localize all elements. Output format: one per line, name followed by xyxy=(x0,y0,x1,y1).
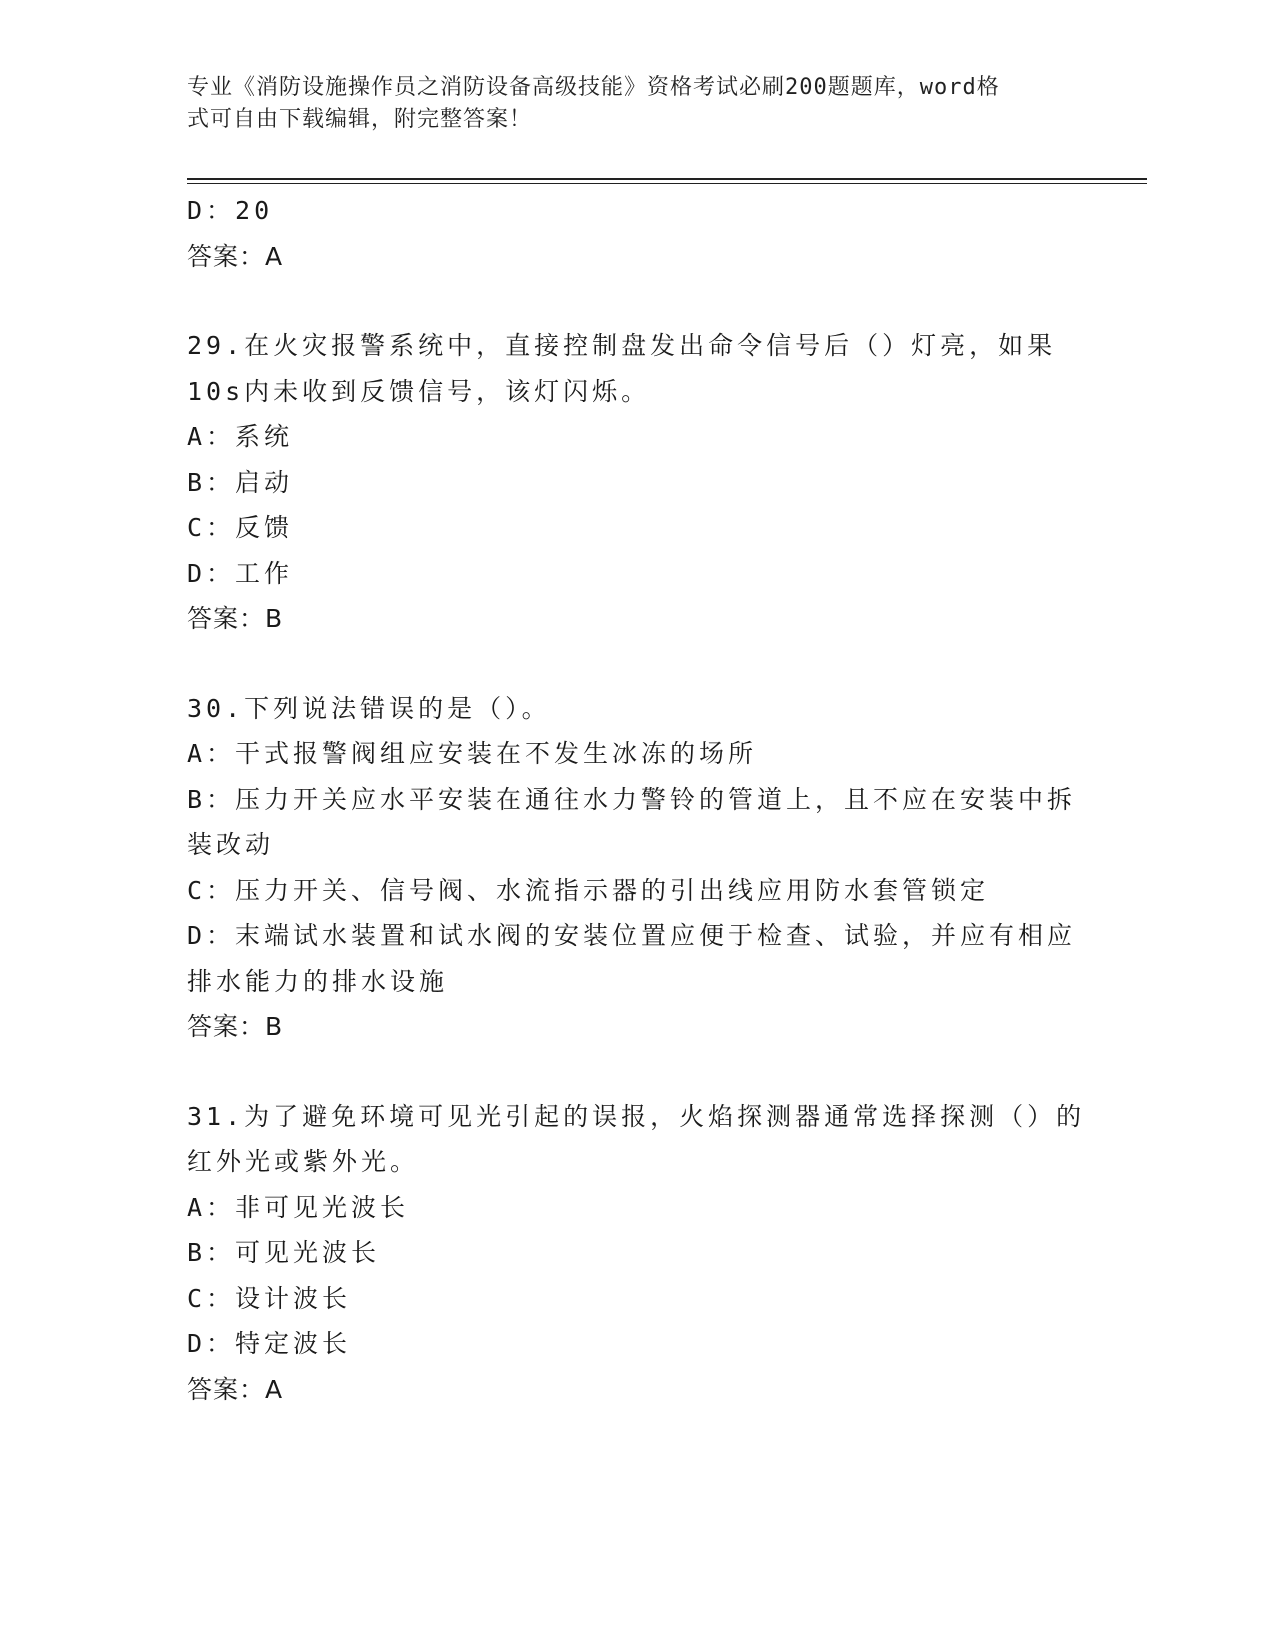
document-body xyxy=(187,188,1087,1412)
option-a: A：系统 xyxy=(187,422,294,451)
question-stem: 10s内未收到反馈信号，该灯闪烁。 xyxy=(187,376,651,406)
option-d: D：特定波长 xyxy=(187,1329,352,1358)
question-31 xyxy=(187,1094,1087,1413)
option-b: B：可见光波长 xyxy=(187,1238,381,1267)
question-30 xyxy=(187,686,1087,1050)
question-29 xyxy=(187,323,1087,642)
answer-line: 答案：A xyxy=(187,241,284,271)
option-d: D：20 xyxy=(187,196,274,225)
question-stem: 31.为了避免环境可见光引起的误报，火焰探测器通常选择探测（）的 xyxy=(187,1101,1086,1131)
option-b: B：启动 xyxy=(187,467,294,497)
question-stem: 红外光或紫外光。 xyxy=(187,1147,420,1176)
header-line-2: 式可自由下载编辑，附完整答案！ xyxy=(187,107,533,132)
answer-line: 答案：A xyxy=(187,1374,284,1404)
question-stem: 30.下列说法错误的是（）。 xyxy=(187,693,551,723)
question-stem: 29.在火灾报警系统中，直接控制盘发出命令信号后（）灯亮，如果 xyxy=(187,331,1057,360)
option-b-continued: 装改动 xyxy=(187,830,275,859)
header-rule-thick xyxy=(187,178,1147,180)
header-line-1: 专业《消防设施操作员之消防设备高级技能》资格考试必刷200题题库，word格 xyxy=(187,75,1000,100)
option-d-continued: 排水能力的排水设施 xyxy=(187,966,449,996)
document-header xyxy=(187,72,1087,136)
answer-line: 答案：B xyxy=(187,604,284,633)
option-d: D：工作 xyxy=(187,558,294,588)
answer-line: 答案：B xyxy=(187,1012,284,1041)
previous-question-tail xyxy=(187,188,1087,279)
option-b: B：压力开关应水平安装在通往水力警铃的管道上，且不应在安装中拆 xyxy=(187,784,1077,814)
option-c: C：反馈 xyxy=(187,513,294,542)
option-a: A：非可见光波长 xyxy=(187,1192,410,1222)
option-c: C：设计波长 xyxy=(187,1283,352,1313)
option-c: C：压力开关、信号阀、水流指示器的引出线应用防水套管锁定 xyxy=(187,875,990,905)
header-rule-thin xyxy=(187,183,1147,184)
option-a: A：干式报警阀组应安装在不发生冰冻的场所 xyxy=(187,739,758,768)
option-d: D：末端试水装置和试水阀的安装位置应便于检查、试验，并应有相应 xyxy=(187,921,1077,950)
